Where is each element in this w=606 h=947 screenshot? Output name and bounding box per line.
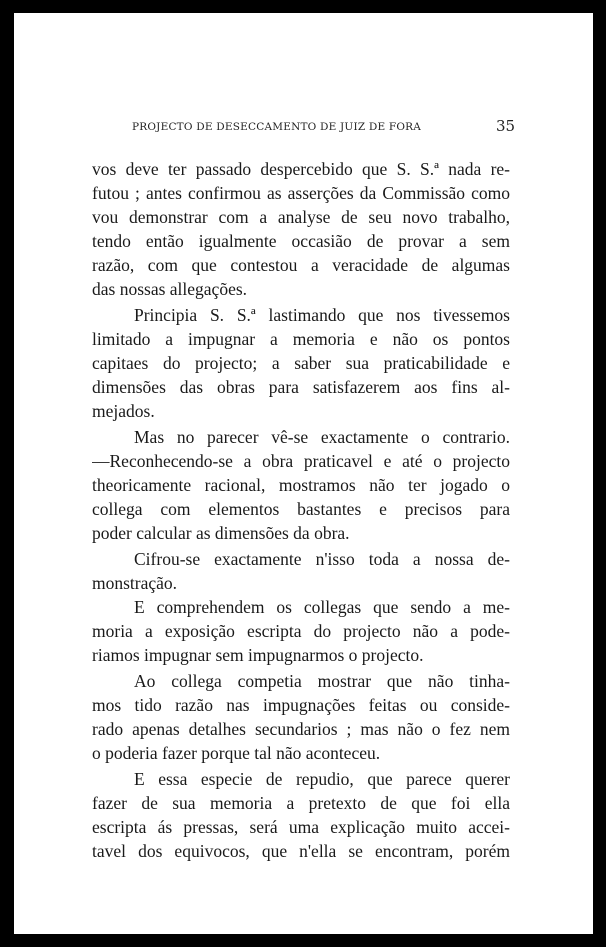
text-line: limitado a impugnar a memoria e não os pontos [92,329,510,349]
text-line: razão, com que contestou a veracidade de algumas [92,255,510,275]
text-line: riamos impugnar sem impugnarmos o projecto. [92,645,424,665]
book-page [14,13,593,934]
text-line: Cifrou-se exactamente n'isso toda a nossa de- [134,549,510,569]
text-line: dimensões das obras para satisfazerem aos fins al- [92,377,510,397]
text-line: poder calcular as dimensões da obra. [92,523,350,543]
text-line: theoricamente racional, mostramos não ter jogado o [92,475,510,495]
text-line: rado apenas detalhes secundarios ; mas não o fez nem [92,719,510,739]
text-line: monstração. [92,573,178,593]
text-line: o poderia fazer porque tal não aconteceu. [92,743,381,763]
text-line: moria a exposição escripta do projecto não a pode- [92,621,510,641]
text-line: das nossas allegações. [92,279,248,299]
running-title: PROJECTO DE DESECCAMENTO DE JUIZ DE FORA [132,121,422,133]
text-line: fazer de sua memoria a pretexto de que foi ella [92,793,510,813]
text-line: vou demonstrar com a analyse de seu novo trabalho, [92,207,510,227]
text-line: E essa especie de repudio, que parece querer [134,769,510,789]
page-number: 35 [496,117,516,135]
text-line: collega com elementos bastantes e precisos para [92,499,510,519]
text-line: capitaes do projecto; a saber sua praticabilidade e [92,353,510,373]
text-line: Mas no parecer vê-se exactamente o contrario. [134,427,510,447]
text-line: escripta ás pressas, será uma explicação muito accei- [92,817,510,837]
body-text [14,13,593,934]
text-line: futou ; antes confirmou as asserções da Commissão como [92,183,510,203]
text-line: vos deve ter passado despercebido que S. S.ª nada re- [92,159,510,179]
text-line: Ao collega competia mostrar que não tinha- [134,671,510,691]
text-line: —Reconhecendo-se a obra praticavel e até o projecto [92,451,510,471]
text-line: mos tido razão nas impugnações feitas ou conside- [92,695,510,715]
text-line: tavel dos equivocos, que n'ella se encontram, porém [92,841,510,861]
text-line: tendo então igualmente occasião de provar a sem [92,231,510,251]
text-line: Principia S. S.ª lastimando que nos tivessemos [134,305,510,325]
text-line: mejados. [92,401,155,421]
text-line: E comprehendem os collegas que sendo a me- [134,597,510,617]
